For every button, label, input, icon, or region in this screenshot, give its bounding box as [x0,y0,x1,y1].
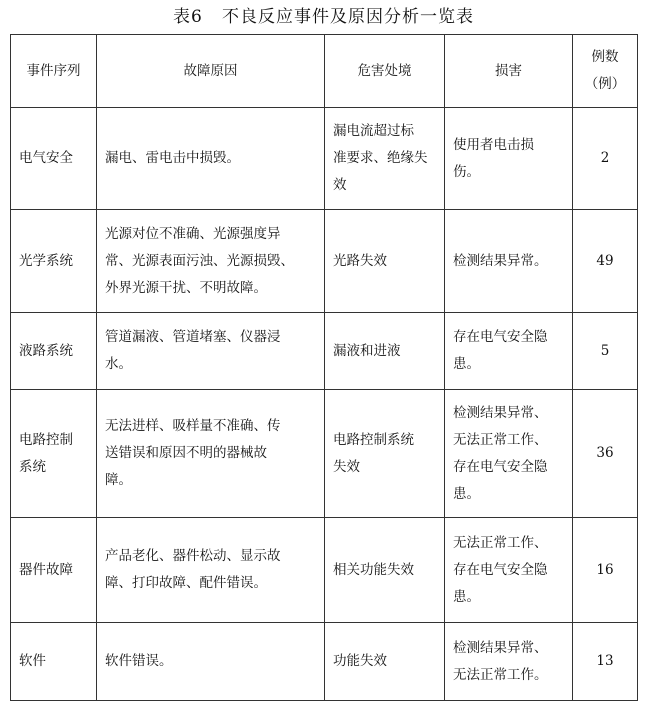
cell-hazard-line: 失效 [333,458,360,475]
table-caption: 表6 不良反应事件及原因分析一览表 [172,7,475,27]
cell-event-line: 电路控制 [19,431,73,448]
cell-damage-line: 患。 [453,356,480,372]
cell-cause-line: 软件错误。 [105,653,173,669]
cell-cause [97,518,325,623]
cell-damage-line: 伤。 [453,163,480,180]
cell-damage-line: 无法正常工作、 [453,534,548,551]
cell-damage-line: 无法正常工作。 [453,666,548,683]
cell-cause-line: 漏电、雷电击中损毁。 [105,150,240,166]
cell-hazard-line: 漏液和进液 [333,342,401,359]
cell-count: 5 [573,313,638,390]
cell-cause-line: 外界光源干扰、不明故障。 [105,279,267,296]
cell-count: 13 [573,623,638,701]
cell-event-line: 光学系统 [19,252,73,269]
table-row [11,313,638,390]
cell-hazard [325,210,445,313]
cell-hazard [325,623,445,701]
cell-event [11,313,97,390]
cell-cause-line: 障。 [105,472,132,488]
cell-damage-line: 检测结果异常、 [453,404,548,421]
table-row [11,518,638,623]
table-row [11,108,638,210]
cell-damage-line: 患。 [453,485,480,502]
table-row [11,210,638,313]
cell-event-line: 软件 [19,653,46,669]
cell-cause-line: 水。 [105,356,132,372]
cell-hazard-line: 电路控制系统 [333,431,414,448]
cell-cause-line: 障、打印故障、配件错误。 [105,575,267,591]
cell-damage [445,313,573,390]
header-count-line2: （例） [584,76,626,92]
cell-event [11,623,97,701]
header-count [573,35,638,108]
cell-hazard-line: 准要求、绝缘失 [333,150,428,166]
header-hazard: 危害处境 [325,35,445,108]
cell-event [11,518,97,623]
cell-hazard [325,518,445,623]
cell-hazard-line: 效 [333,177,347,193]
cell-count: 49 [573,210,638,313]
cell-damage-line: 患。 [453,588,480,605]
cell-damage-line: 检测结果异常。 [453,252,548,269]
cell-damage-line: 使用者电击损 [453,136,534,153]
cell-cause-line: 常、光源表面污浊、光源损毁、 [105,252,294,269]
cell-hazard [325,390,445,518]
cell-damage-line: 存在电气安全隐 [453,329,548,345]
cell-damage [445,518,573,623]
header-damage: 损害 [445,35,573,108]
cell-count: 16 [573,518,638,623]
cell-hazard-line: 光路失效 [333,252,387,269]
cell-event-line: 器件故障 [19,561,73,578]
cell-event [11,210,97,313]
header-row [11,35,638,108]
cell-damage-line: 无法正常工作、 [453,431,548,448]
cell-damage-line: 存在电气安全隐 [453,561,548,578]
header-cause: 故障原因 [97,35,325,108]
header-event: 事件序列 [11,35,97,108]
cell-event-line: 电气安全 [19,150,73,166]
cell-event-line: 液路系统 [19,342,73,359]
cell-cause [97,623,325,701]
cell-damage [445,210,573,313]
cell-event-line: 系统 [19,458,46,475]
cell-cause-line: 光源对位不准确、光源强度异 [105,225,281,242]
cell-cause-line: 无法进样、吸样量不准确、传 [105,418,281,434]
cell-count: 2 [573,108,638,210]
cell-event [11,108,97,210]
cell-damage-line: 存在电气安全隐 [453,458,548,475]
cell-damage [445,390,573,518]
cell-count: 36 [573,390,638,518]
cell-cause-line: 送错误和原因不明的器械故 [105,445,267,461]
cell-hazard [325,313,445,390]
cell-cause [97,313,325,390]
cell-hazard-line: 漏电流超过标 [333,123,414,139]
table-row [11,390,638,518]
cell-cause [97,210,325,313]
cell-cause-line: 产品老化、器件松动、显示故 [105,548,281,564]
cell-cause [97,108,325,210]
table-body [11,108,638,701]
cell-damage [445,108,573,210]
table-row [11,623,638,701]
cell-cause-line: 管道漏液、管道堵塞、仪器浸 [105,329,281,345]
cell-event [11,390,97,518]
cell-hazard [325,108,445,210]
header-count-line1: 例数 [591,49,619,65]
cell-hazard-line: 相关功能失效 [333,561,414,578]
cell-cause [97,390,325,518]
cell-damage [445,623,573,701]
adverse-event-table [10,34,638,701]
cell-hazard-line: 功能失效 [333,653,387,669]
cell-damage-line: 检测结果异常、 [453,639,548,656]
